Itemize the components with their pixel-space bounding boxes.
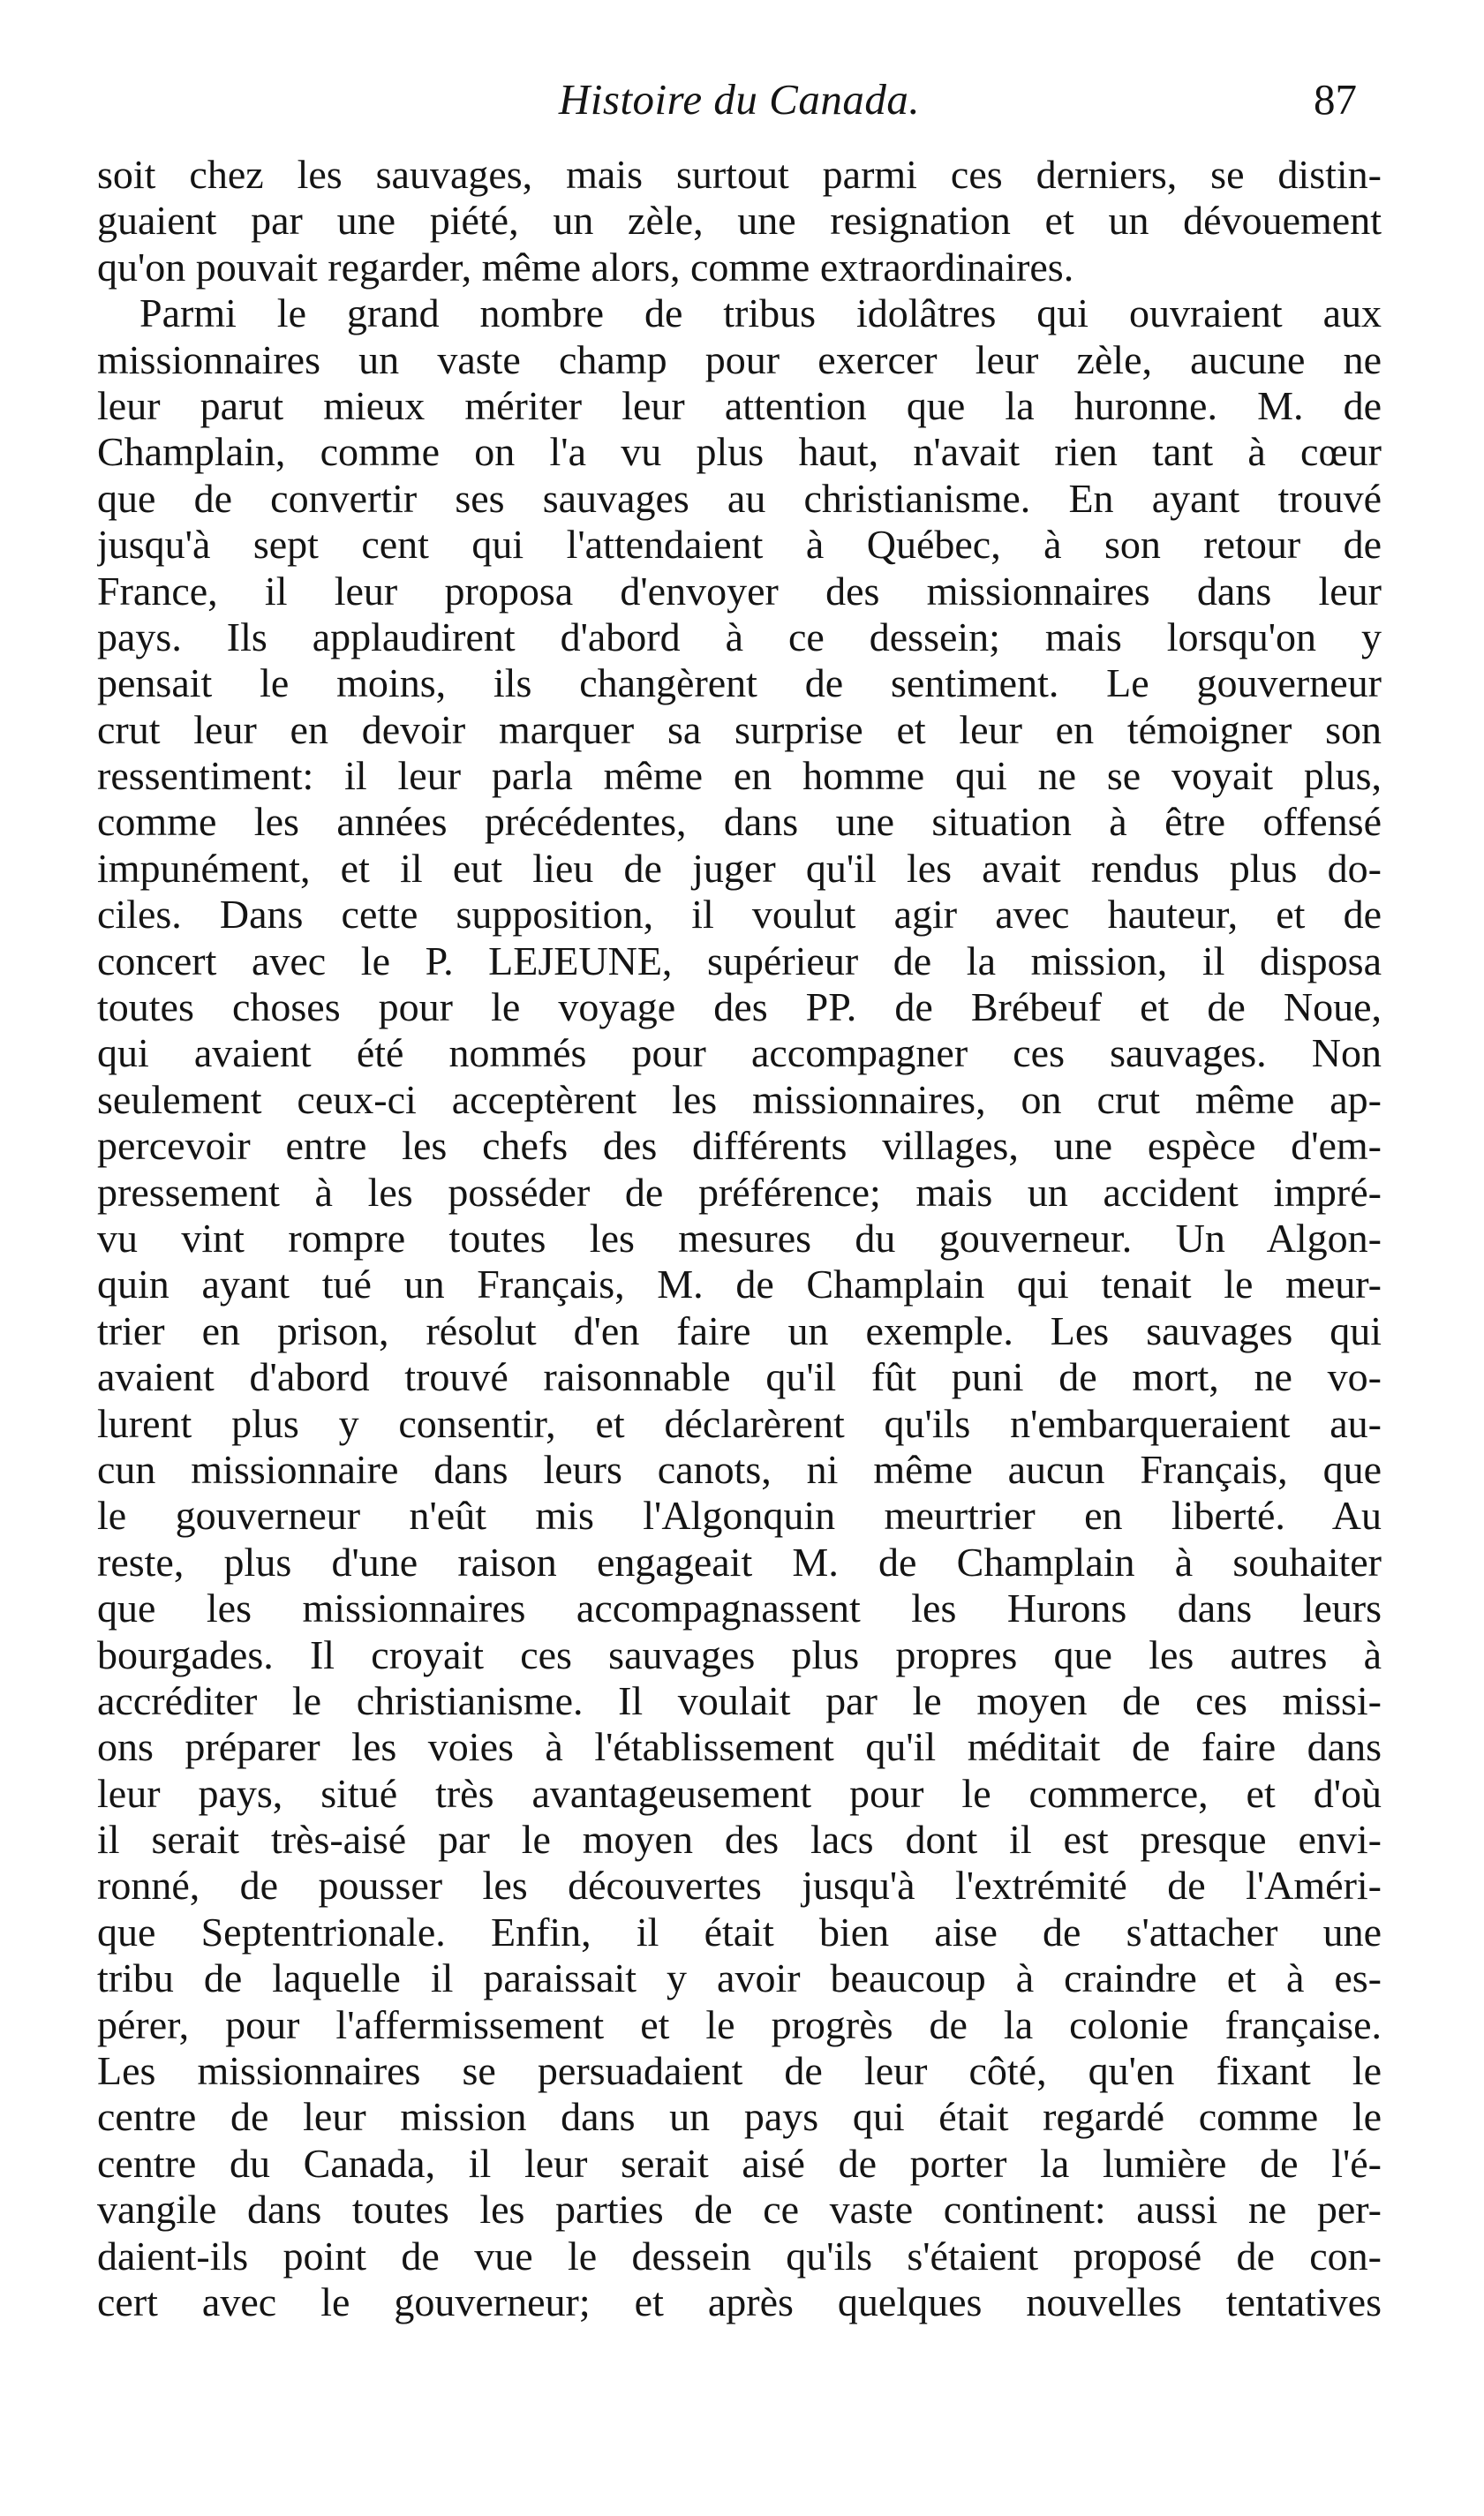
text-line: Les missionnaires se persuadaient de leur côté, qu'en fixant le <box>97 2048 1382 2094</box>
text-line: toutes choses pour le voyage des PP. de Brébeuf et de Noue, <box>97 984 1382 1030</box>
text-line: missionnaires un vaste champ pour exercer leur zèle, aucune ne <box>97 336 1382 382</box>
text-line: avaient d'abord trouvé raisonnable qu'il fût puni de mort, ne vo- <box>97 1354 1382 1400</box>
text-line: concert avec le P. LEJEUNE, supérieur de la mission, il disposa <box>97 938 1382 983</box>
running-title: Histoire du Canada. <box>558 75 921 124</box>
text-line: pensait le moins, ils changèrent de sentiment. Le gouverneur <box>97 660 1382 706</box>
text-line: Parmi le grand nombre de tribus idolâtres qui ouvraient aux <box>139 290 1382 336</box>
text-line: soit chez les sauvages, mais surtout parmi ces derniers, se distin- <box>97 152 1382 197</box>
text-line: jusqu'à sept cent qui l'attendaient à Québec, à son retour de <box>97 522 1382 568</box>
text-line: vu vint rompre toutes les mesures du gouverneur. Un Algon- <box>97 1215 1382 1261</box>
text-line: ons préparer les voies à l'établissement qu'il méditait de faire dans <box>97 1724 1382 1770</box>
page-number: 87 <box>1314 75 1357 124</box>
text-line: trier en prison, résolut d'en faire un exemple. Les sauvages qui <box>97 1307 1382 1353</box>
text-line: comme les années précédentes, dans une situation à être offensé <box>97 799 1382 845</box>
text-line: centre du Canada, il leur serait aisé de porter la lumière de l'é- <box>97 2140 1382 2186</box>
text-line: bourgades. Il croyait ces sauvages plus propres que les autres à <box>97 1631 1382 1677</box>
text-line: que Septentrionale. Enfin, il était bien aise de s'attacher une <box>97 1909 1382 1955</box>
text-line: ciles. Dans cette supposition, il voulut agir avec hauteur, et de <box>97 892 1382 938</box>
text-line: pérer, pour l'affermissement et le progrès de la colonie française. <box>97 2001 1382 2047</box>
text-line: qui avaient été nommés pour accompagner ces sauvages. Non <box>97 1030 1382 1076</box>
text-line: crut leur en devoir marquer sa surprise et leur en témoigner son <box>97 706 1382 752</box>
text-line: leur pays, situé très avantageusement pour le commerce, et d'où <box>97 1770 1382 1816</box>
text-line: vangile dans toutes les parties de ce vaste continent: aussi ne per- <box>97 2187 1382 2233</box>
text-line: impunément, et il eut lieu de juger qu'il les avait rendus plus do- <box>97 845 1382 891</box>
text-line: qu'on pouvait regarder, même alors, comme extraordinaires. <box>97 244 1074 290</box>
text-line: France, il leur proposa d'envoyer des missionnaires dans leur <box>97 568 1382 614</box>
text-line: seulement ceux-ci acceptèrent les missionnaires, on crut même ap- <box>97 1076 1382 1122</box>
running-head <box>97 69 1382 131</box>
text-line: cert avec le gouverneur; et après quelques nouvelles tentatives <box>97 2279 1382 2324</box>
text-line: que de convertir ses sauvages au christianisme. En ayant trouvé <box>97 475 1382 521</box>
text-line: le gouverneur n'eût mis l'Algonquin meurtrier en liberté. Au <box>97 1493 1382 1539</box>
text-line: quin ayant tué un Français, M. de Champlain qui tenait le meur- <box>97 1262 1382 1307</box>
text-line: il serait très-aisé par le moyen des lacs dont il est presque envi- <box>97 1817 1382 1863</box>
text-line: centre de leur mission dans un pays qui était regardé comme le <box>97 2094 1382 2140</box>
text-line: pressement à les posséder de préférence; mais un accident impré- <box>97 1169 1382 1215</box>
text-line: reste, plus d'une raison engageait M. de Champlain à souhaiter <box>97 1539 1382 1585</box>
text-line: cun missionnaire dans leurs canots, ni même aucun Français, que <box>97 1446 1382 1492</box>
text-line: ronné, de pousser les découvertes jusqu'à l'extrémité de l'Améri- <box>97 1863 1382 1909</box>
text-line: daient-ils point de vue le dessein qu'ils s'étaient proposé de con- <box>97 2233 1382 2279</box>
text-line: accréditer le christianisme. Il voulait par le moyen de ces missi- <box>97 1677 1382 1723</box>
text-line: leur parut mieux mériter leur attention que la huronne. M. de <box>97 382 1382 428</box>
text-line: ressentiment: il leur parla même en homme qui ne se voyait plus, <box>97 753 1382 799</box>
text-line: pays. Ils applaudirent d'abord à ce dessein; mais lorsqu'on y <box>97 614 1382 659</box>
body-text <box>97 152 1382 2325</box>
text-line: guaient par une piété, un zèle, une resignation et un dévouement <box>97 198 1382 244</box>
text-line: percevoir entre les chefs des différents villages, une espèce d'em- <box>97 1123 1382 1169</box>
text-line: Champlain, comme on l'a vu plus haut, n'avait rien tant à cœur <box>97 429 1382 475</box>
text-line: que les missionnaires accompagnassent les Hurons dans leurs <box>97 1586 1382 1631</box>
text-line: lurent plus y consentir, et déclarèrent qu'ils n'embarqueraient au- <box>97 1400 1382 1446</box>
text-line: tribu de laquelle il paraissait y avoir beaucoup à craindre et à es- <box>97 1955 1382 2001</box>
